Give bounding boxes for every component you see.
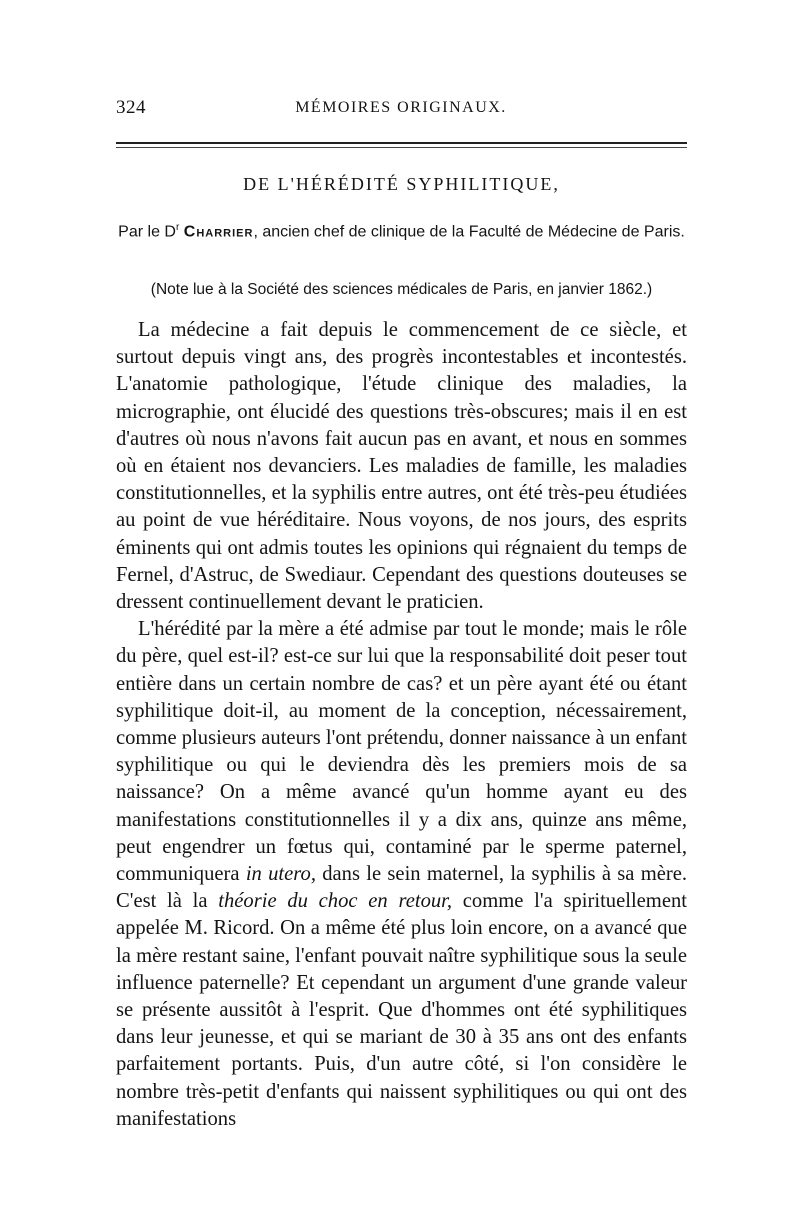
presentation-note: (Note lue à la Société des sciences médicales de Paris, en janvier 1862.) — [150, 281, 653, 298]
paragraph-1: La médecine a fait depuis le commencement de ce siècle, et surtout depuis vingt ans, des progrès incontestables et incontestés. L'anatomie pathologique, l'étude clinique des maladies, la micrographie, ont élucidé des questions très-obscures; mais il en est d'autres où nous n'avons fait aucun pas en avant, et nous en sommes où en étaient nos devanciers. Les maladies de famille, les maladies constitutionnelles, et la syphilis entre autres, ont été très-peu étudiées au point de vue héréditaire. Nous voyons, de nos jours, des esprits éminents qui ont admis toutes les opinions qui régnaient du temps de Fernel, d'Astruc, de Swediaur. Cependant des questions douteuses se dressent continuellement devant le praticien. — [116, 319, 687, 614]
article-body — [116, 317, 687, 1133]
paragraph-2-part-2: dans le sein maternel, la syphilis à sa mère. C'est là la — [116, 863, 687, 913]
header-rule-thin — [116, 147, 687, 148]
paragraph-2-part-1: L'hérédité par la mère a été admise par tout le monde; mais le rôle du père, quel est-il? est-ce sur lui que la responsabilité doit peser tout entière dans un certain nombre de cas? et un père ayant été ou étant syphilitique doit-il, au moment de la conception, nécessairement, comme plusieurs auteurs l'ont prétendu, donner naissance à un enfant syphilitique ou qui le deviendra dès les premiers mois de sa naissance? On a même avancé qu'un homme ayant eu des manifestations constitutionnelles il y a dix ans, quinze ans même, peut engendrer un fœtus qui, contaminé par le sperme paternel, communiquera — [116, 618, 688, 886]
byline-prefix-sup: r — [175, 222, 180, 233]
italic-theorie: théorie du choc en retour, — [218, 890, 453, 913]
byline-prefix: Par le D — [118, 223, 176, 241]
page-number: 324 — [116, 97, 146, 118]
byline — [116, 216, 687, 244]
header-rule — [116, 142, 687, 144]
journal-title: MÉMOIRES ORIGINAUX. — [295, 99, 507, 116]
paragraph-2-part-3: comme l'a spirituellement appelée M. Ricord. On a même été plus loin encore, on a avancé que la mère restant saine, l'enfant pouvait naître syphilitique sous la seule influence paternelle? Et cependant un argument d'une grande valeur se présente aussitôt à l'esprit. Que d'hommes ont été syphilitiques dans leur jeunesse, et qui se mariant de 30 à 35 ans ont des enfants parfaitement portants. Puis, d'un autre côté, si l'on considère le nombre très-petit d'enfants qui naissent syphilitiques ou qui ont des manifestations — [116, 890, 687, 1130]
author-name: Charrier — [183, 223, 254, 241]
article-title: DE L'HÉRÉDITÉ SYPHILITIQUE, — [243, 174, 560, 194]
running-head — [116, 97, 686, 125]
paragraph-2 — [116, 616, 687, 1133]
italic-in-utero: in utero, — [245, 863, 316, 886]
byline-suffix: , ancien chef de clinique de la Faculté de Médecine de Paris. — [253, 223, 685, 241]
